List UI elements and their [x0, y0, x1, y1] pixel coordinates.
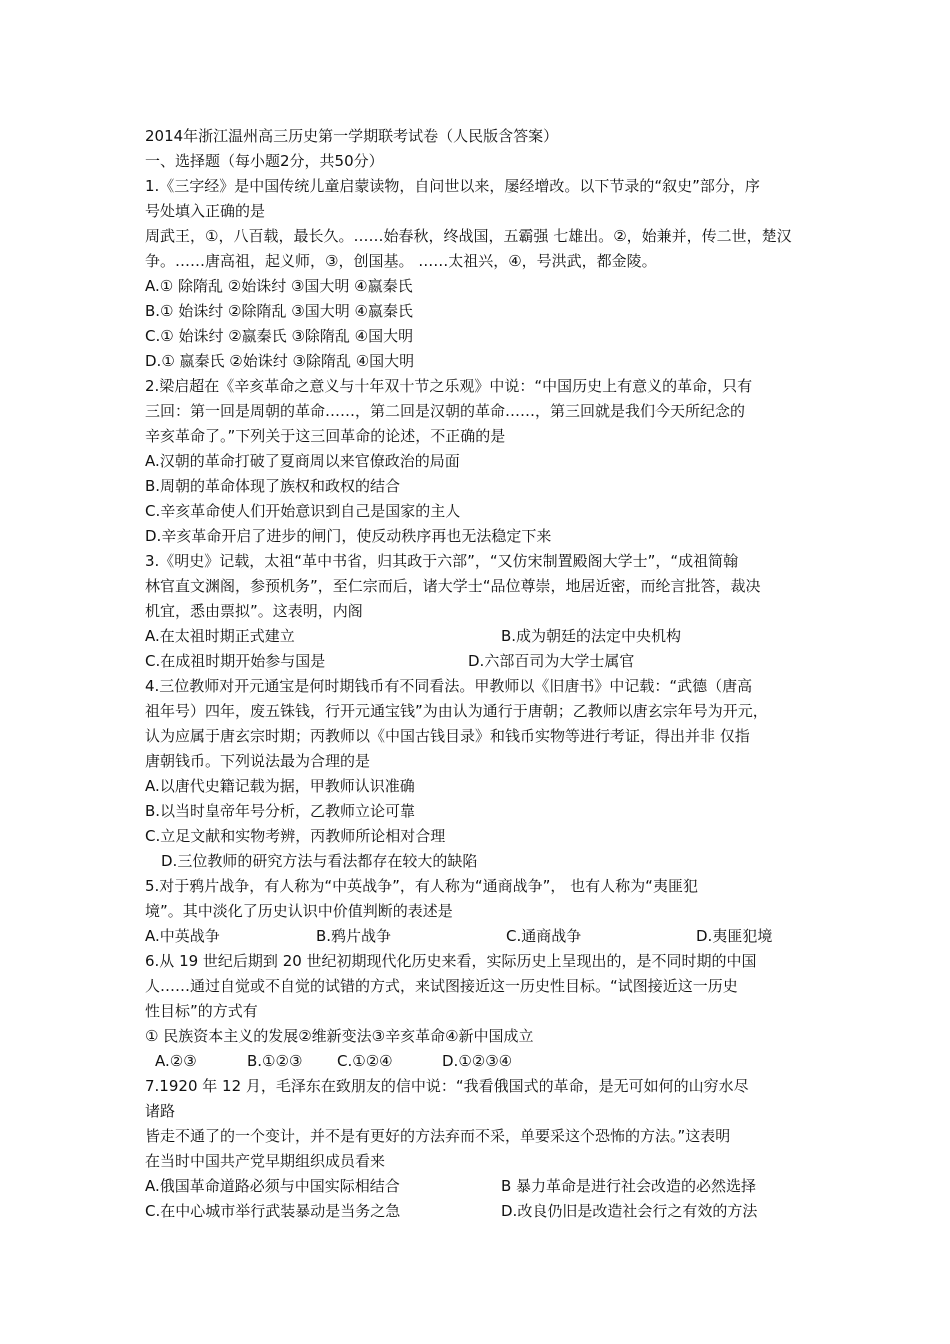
q6-stem-line: 性目标”的方式有: [145, 1002, 258, 1020]
q3-options-row: [145, 624, 825, 649]
q6-option-a: A.②③: [155, 1052, 197, 1070]
q4-option-c: C.立足文献和实物考辨，丙教师所论相对合理: [145, 827, 446, 845]
q7-option-b: B 暴力革命是进行社会改造的必然选择: [501, 1177, 757, 1195]
q2-stem-line: 2.梁启超在《辛亥革命之意义与十年双十节之乐观》中说：“中国历史上有意义的革命，只有: [145, 377, 753, 395]
q1-option-a: A.① 除隋乱 ②始诛纣 ③国大明 ④嬴秦氏: [145, 277, 413, 295]
section-heading: 一、选择题（每小题2分，共50分）: [145, 152, 384, 170]
q7-stem-line: 7.1920 年 12 月，毛泽东在致朋友的信中说：“我看俄国式的革命，是无可如何的山穷水尽: [145, 1077, 749, 1095]
q4-stem-line: 唐朝钱币。下列说法最为合理的是: [145, 752, 371, 770]
exam-title: 2014年浙江温州高三历史第一学期联考试卷（人民版含答案）: [145, 127, 559, 145]
q7-options-row: [145, 1199, 825, 1224]
q6-option-c: C.①②④: [337, 1052, 393, 1070]
q3-stem-line: 机宜，悉由票拟”。这表明，内阁: [145, 602, 363, 620]
q1-stem-line: 周武王，①，八百载，最长久。……始春秋，终战国，五霸强 七雄出。②，始兼并，传二世，楚汉: [145, 227, 792, 245]
q5-option-c: C.通商战争: [506, 927, 582, 945]
q1-option-d: D.① 嬴秦氏 ②始诛纣 ③除隋乱 ④国大明: [145, 352, 415, 370]
q3-stem-line: 林官直文渊阁，参预机务”，至仁宗而后，诸大学士“品位尊崇，地居近密，而纶言批答，裁决: [145, 577, 761, 595]
q2-stem-line: 三回：第一回是周朝的革命……，第二回是汉朝的革命……，第三回就是我们今天所纪念的: [145, 402, 746, 420]
q3-option-b: B.成为朝廷的法定中央机构: [501, 627, 682, 645]
q6-stem-line: 人……通过自觉或不自觉的试错的方式，来试图接近这一历史性目标。“试图接近这一历史: [145, 977, 738, 995]
q7-option-d: D.改良仍旧是改造社会行之有效的方法: [501, 1202, 758, 1220]
q4-option-a: A.以唐代史籍记载为据，甲教师认识准确: [145, 777, 415, 795]
q2-option-b: B.周朝的革命体现了族权和政权的结合: [145, 477, 401, 495]
q3-options-row: [145, 649, 825, 674]
exam-document: [145, 124, 825, 1224]
q3-option-d: D.六部百司为大学士属官: [468, 652, 635, 670]
q5-stem-line: 5.对于鸦片战争，有人称为“中英战争”，有人称为“通商战争”， 也有人称为“夷匪犯: [145, 877, 698, 895]
q6-stem-line: 6.从 19 世纪后期到 20 世纪初期现代化历史来看，实际历史上呈现出的，是不同时期的中国: [145, 952, 757, 970]
q7-stem-line: 诸路: [145, 1102, 176, 1120]
q5-option-b: B.鸦片战争: [316, 927, 392, 945]
q2-option-d: D.辛亥革命开启了进步的闸门，使反动秩序再也无法稳定下来: [145, 527, 552, 545]
q3-option-c: C.在成祖时期开始参与国是: [145, 652, 326, 670]
q6-options-row: [145, 1049, 825, 1074]
q6-option-b: B.①②③: [247, 1052, 303, 1070]
q3-stem-line: 3.《明史》记载，太祖“革中书省，归其政于六部”，“又仿宋制置殿阁大学士”，“成祖简翰: [145, 552, 739, 570]
q1-option-b: B.① 始诛纣 ②除隋乱 ③国大明 ④嬴秦氏: [145, 302, 413, 320]
q4-option-d: D.三位教师的研究方法与看法都存在较大的缺陷: [161, 852, 478, 870]
q5-option-d: D.夷匪犯境: [696, 927, 773, 945]
q2-stem-line: 辛亥革命了。”下列关于这三回革命的论述，不正确的是: [145, 427, 506, 445]
q4-stem-line: 祖年号）四年，废五铢钱，行开元通宝钱”为由认为通行于唐朝；乙教师以唐玄宗年号为开元，: [145, 702, 768, 720]
q5-option-a: A.中英战争: [145, 927, 220, 945]
q1-stem-line: 号处填入正确的是: [145, 202, 266, 220]
q4-stem-line: 认为应属于唐玄宗时期；丙教师以《中国古钱目录》和钱币实物等进行考证，得出并非 仅指: [145, 727, 750, 745]
q4-stem-line: 4.三位教师对开元通宝是何时期钱币有不同看法。甲教师以《旧唐书》中记载：“武德（唐高: [145, 677, 753, 695]
q6-option-d: D.①②③④: [442, 1052, 513, 1070]
q3-option-a: A.在太祖时期正式建立: [145, 627, 295, 645]
q7-stem-line: 皆走不通了的一个变计，并不是有更好的方法弃而不采，单要采这个恐怖的方法。”这表明: [145, 1127, 731, 1145]
q2-option-c: C.辛亥革命使人们开始意识到自己是国家的主人: [145, 502, 461, 520]
q7-options-row: [145, 1174, 825, 1199]
q7-option-a: A.俄国革命道路必须与中国实际相结合: [145, 1177, 400, 1195]
q6-stem-line: ① 民族资本主义的发展②维新变法③辛亥革命④新中国成立: [145, 1027, 534, 1045]
q1-stem-line: 1.《三字经》是中国传统儿童启蒙读物，自问世以来，屡经增改。以下节录的“叙史”部分，序: [145, 177, 760, 195]
q5-stem-line: 境”。其中淡化了历史认识中价值判断的表述是: [145, 902, 453, 920]
q4-option-b: B.以当时皇帝年号分析，乙教师立论可靠: [145, 802, 416, 820]
q2-option-a: A.汉朝的革命打破了夏商周以来官僚政治的局面: [145, 452, 460, 470]
q1-stem-line: 争。……唐高祖，起义师，③，创国基。 ……太祖兴，④，号洪武，都金陵。: [145, 252, 657, 270]
q7-option-c: C.在中心城市举行武装暴动是当务之急: [145, 1202, 401, 1220]
q5-options-row: [145, 924, 825, 949]
q1-option-c: C.① 始诛纣 ②嬴秦氏 ③除隋乱 ④国大明: [145, 327, 414, 345]
q7-stem-line: 在当时中国共产党早期组织成员看来: [145, 1152, 386, 1170]
